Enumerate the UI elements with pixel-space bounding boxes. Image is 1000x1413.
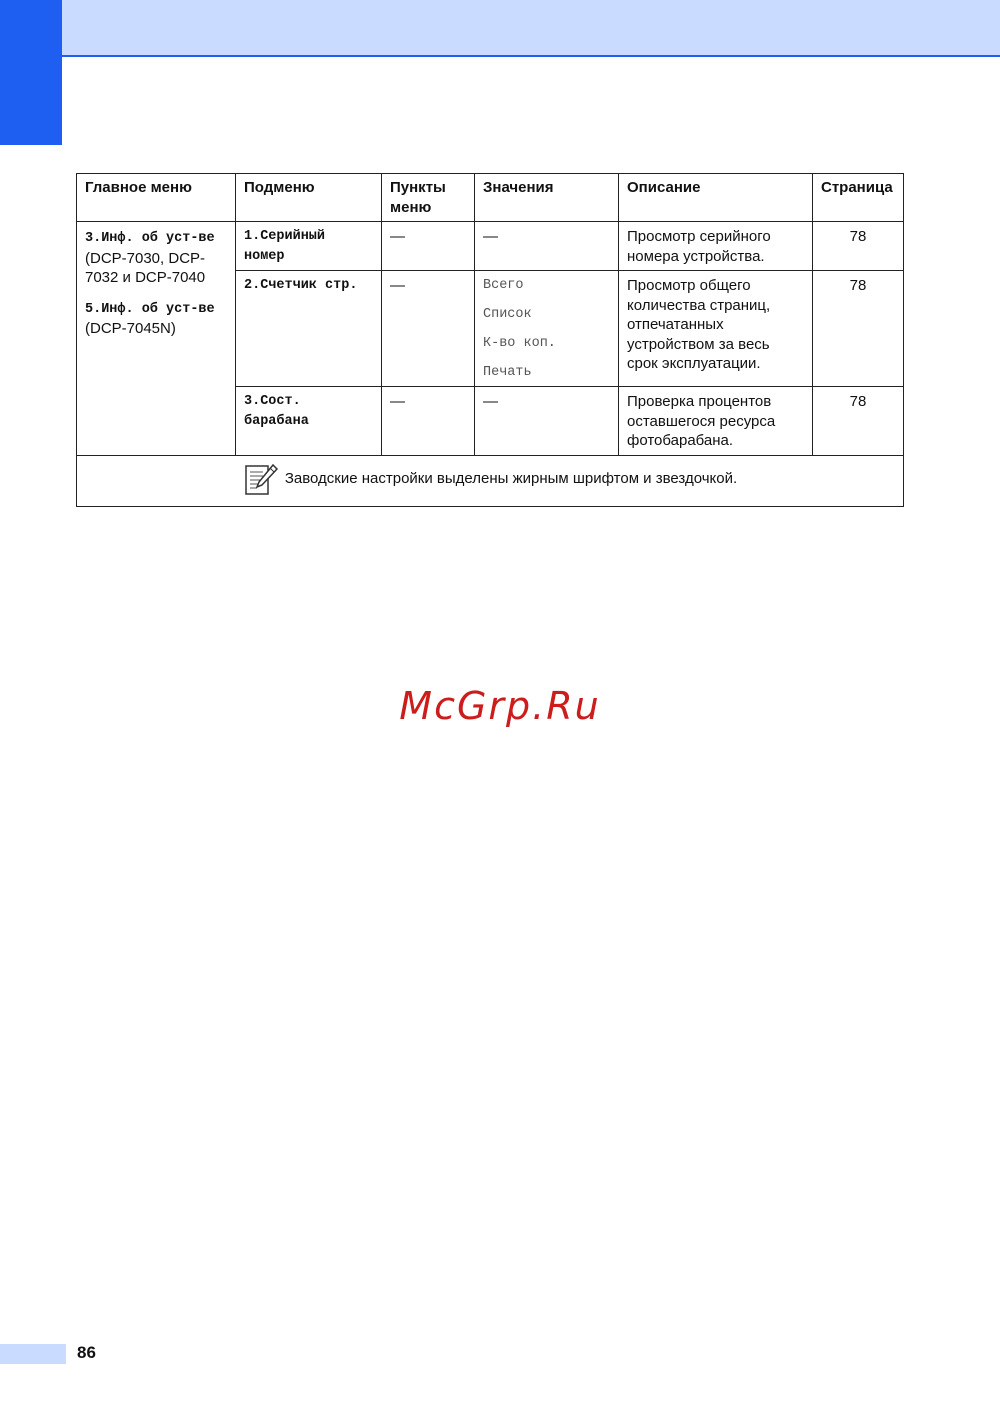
note-row	[77, 455, 904, 507]
description-cell: Просмотр серийного номера устройства.	[619, 222, 813, 271]
main-menu-item-1: 3.Инф. об уст-ве	[85, 231, 215, 246]
watermark: McGrp.Ru	[399, 684, 601, 728]
menu-items-cell: —	[382, 271, 475, 387]
header-submenu: Подменю	[236, 174, 382, 222]
menu-items-cell: —	[382, 387, 475, 456]
main-menu-cell	[77, 222, 236, 456]
values-cell: —	[475, 222, 619, 271]
note-pencil-icon	[243, 461, 279, 497]
page-cell: 78	[813, 222, 904, 271]
note-text: Заводские настройки выделены жирным шрифтом и звездочкой.	[284, 469, 738, 487]
chapter-tab	[0, 0, 62, 145]
description-cell: Просмотр общего количества страниц, отпечатанных устройством за весь срок эксплуатации.	[619, 271, 813, 387]
main-menu-models-1: (DCP-7030, DCP-7032 и DCP-7040	[85, 249, 206, 286]
submenu-page-counter: 2.Счетчик стр.	[236, 271, 382, 387]
header-description: Описание	[619, 174, 813, 222]
header-band	[62, 0, 1000, 57]
page-number: 86	[77, 1343, 96, 1362]
table-row	[77, 222, 904, 271]
header-main-menu: Главное меню	[77, 174, 236, 222]
submenu-serial: 1.Серийный номер	[236, 222, 382, 271]
header-page: Страница	[813, 174, 904, 222]
value-option: Всего	[483, 278, 524, 293]
page-cell: 78	[813, 271, 904, 387]
note-cell	[77, 455, 904, 507]
values-cell: —	[475, 387, 619, 456]
value-option: К-во коп.	[483, 336, 556, 351]
menu-items-cell: —	[382, 222, 475, 271]
header-menu-items: Пункты меню	[382, 174, 475, 222]
description-cell: Проверка процентов оставшегося ресурса фотобарабана.	[619, 387, 813, 456]
main-menu-item-2: 5.Инф. об уст-ве	[85, 301, 215, 317]
submenu-drum-status: 3.Сост. барабана	[236, 387, 382, 456]
main-menu-models-2: (DCP-7045N)	[85, 320, 176, 337]
page-cell: 78	[813, 387, 904, 456]
header-values: Значения	[475, 174, 619, 222]
footer-band	[0, 1344, 66, 1364]
menu-table	[76, 173, 904, 507]
value-option: Список	[483, 307, 532, 322]
value-option: Печать	[483, 365, 532, 380]
values-cell	[475, 271, 619, 387]
table-header-row	[77, 174, 904, 222]
